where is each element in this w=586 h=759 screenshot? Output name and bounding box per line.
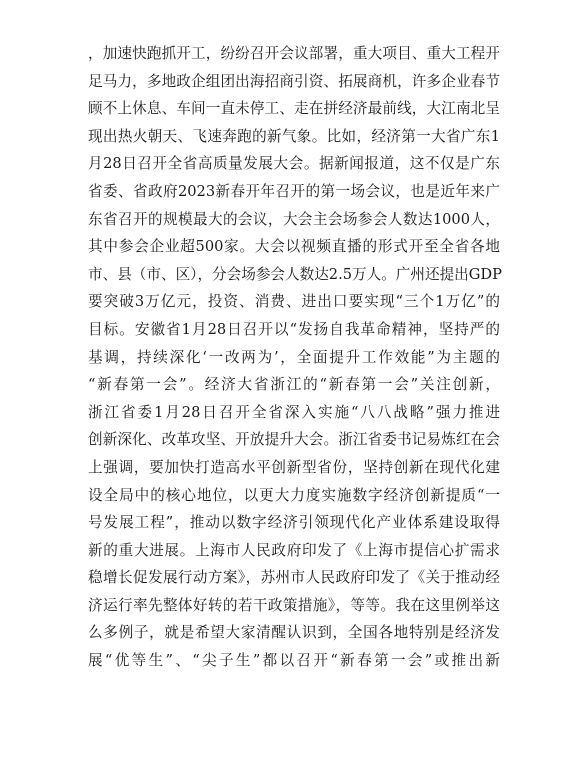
- text-line: 设全局中的核心地位，以更大力度实施数字经济创新提质“一: [88, 486, 500, 504]
- text-line: 浙江省委1月28日召开全省深入实施“八八战略”强力推进: [88, 403, 500, 421]
- text-line: 其中参会企业超500家。大会以视频直播的形式开至全省各地: [88, 238, 500, 256]
- text-line: 要突破3万亿元，投资、消费、进出口要实现“三个1万亿”的: [88, 293, 500, 311]
- text-line: 基调，持续深化‘一改两为’，全面提升工作效能”为主题的: [88, 348, 500, 366]
- text-line: 新的重大进展。上海市人民政府印发了《上海市提信心扩需求: [88, 541, 500, 559]
- text-line: “新春第一会”。经济大省浙江的“新春第一会”关注创新，: [88, 376, 500, 394]
- text-line: 东省召开的规模最大的会议，大会主会场参会人数达1000人，: [88, 210, 500, 228]
- text-line: 目标。安徽省1月28日召开以“发扬自我革命精神，坚持严的: [88, 320, 500, 338]
- text-line: 顾不上休息、车间一直未停工、走在拼经济最前线，大江南北呈: [88, 100, 500, 118]
- text-line: ，加速快跑抓开工，纷纷召开会议部署，重大项目、重大工程开: [88, 45, 500, 62]
- text-line: 足马力，多地政企组团出海招商引资、拓展商机，许多企业春节: [88, 72, 500, 90]
- text-line: 创新深化、改革攻坚、开放提升大会。浙江省委书记易炼红在会: [88, 431, 500, 449]
- text-line: 现出热火朝天、飞速奔跑的新气象。比如，经济第一大省广东1: [88, 127, 500, 145]
- text-line: 展“优等生”、“尖子生”都以召开“新春第一会”或推出新: [88, 652, 500, 670]
- text-line: 稳增长促发展行动方案》，苏州市人民政府印发了《关于推动经: [88, 569, 500, 587]
- text-line: 月28日召开全省高质量发展大会。据新闻报道，这不仅是广东: [88, 155, 500, 173]
- text-line: 号发展工程”，推动以数字经济引领现代化产业体系建设取得: [88, 514, 500, 532]
- body-paragraph: [88, 40, 500, 675]
- text-line: 么多例子，就是希望大家清醒认识到，全国各地特别是经济发: [88, 624, 500, 642]
- text-line: 省委、省政府2023新春开年召开的第一场会议，也是近年来广: [88, 182, 500, 200]
- text-line: 济运行率先整体好转的若干政策措施》，等等。我在这里例举这: [88, 596, 500, 614]
- text-line: 上强调，要加快打造高水平创新型省份，坚持创新在现代化建: [88, 458, 500, 476]
- text-line: 市、县（市、区），分会场参会人数达2.5万人。广州还提出GDP: [88, 265, 502, 283]
